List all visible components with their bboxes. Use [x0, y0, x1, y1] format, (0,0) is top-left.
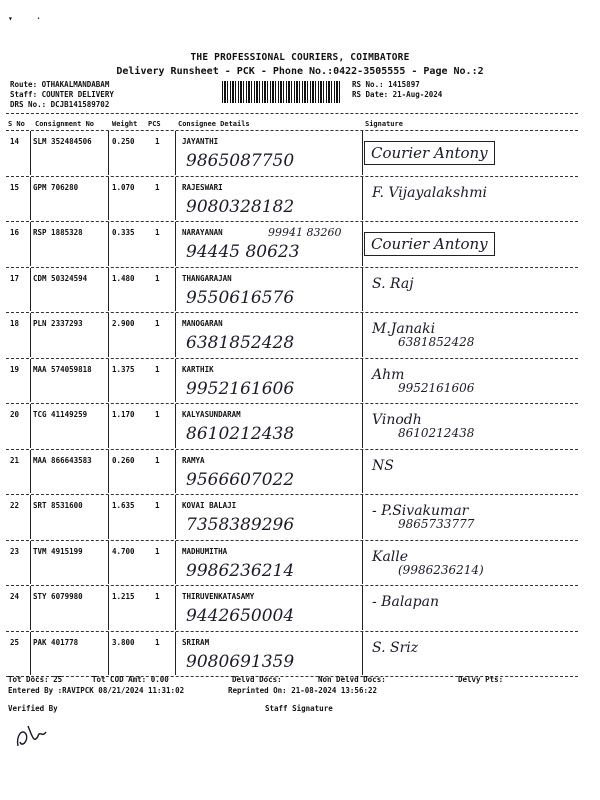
column-separator [30, 495, 31, 539]
row-pcs: 1 [155, 546, 160, 556]
column-separator [175, 495, 176, 539]
row-pcs: 1 [155, 182, 160, 192]
column-separator [108, 222, 109, 266]
row-phone-handwritten: 9865087750 [186, 151, 295, 171]
row-signature: - Balapan [372, 594, 439, 610]
row-weight: 1.375 [112, 364, 135, 374]
row-consignment-no: SRT 8531600 [33, 501, 83, 510]
column-separator [30, 541, 31, 585]
row-pcs: 1 [155, 637, 160, 647]
column-separator [30, 632, 31, 676]
row-sno: 18 [10, 319, 20, 328]
column-separator [108, 313, 109, 357]
row-weight: 3.800 [112, 637, 135, 647]
row-phone-handwritten: 9952161606 [186, 378, 295, 399]
column-separator [175, 359, 176, 403]
row-sno: 14 [10, 137, 20, 146]
scan-mark: • [37, 16, 41, 22]
column-separator [175, 632, 176, 676]
column-separator [30, 586, 31, 630]
column-separator [30, 268, 31, 312]
row-consignment-no: PLN 2337293 [33, 319, 83, 328]
row-consignee-name: KALYASUNDARAM [182, 410, 241, 419]
row-phone-handwritten: 9442650004 [186, 606, 295, 626]
row-sno: 22 [10, 501, 20, 510]
col-header-weight: Weight [112, 120, 138, 128]
row-pcs: 1 [155, 455, 160, 465]
row-signature-phone: 9865733777 [398, 517, 475, 531]
row-signature: Ahm [372, 366, 405, 383]
column-separator [30, 404, 31, 448]
row-consignment-no: GPM 706280 [33, 182, 79, 192]
row-weight: 1.215 [112, 592, 135, 601]
tot-docs: Tot Docs: 25 [8, 675, 63, 684]
row-pcs: 1 [155, 501, 160, 510]
column-separator [30, 222, 31, 266]
reprinted-on: Reprinted On: 21-08-2024 13:56:22 [228, 686, 378, 695]
row-sno: 15 [10, 182, 20, 192]
row-consignee-name: RAMYA [182, 455, 205, 465]
column-separator [30, 313, 31, 357]
document-subtitle: Delivery Runsheet - PCK - Phone No.:0422-3505555 - Page No.:2 [116, 66, 484, 77]
row-phone-handwritten: 9566607022 [186, 469, 295, 490]
entered-by: Entered By :RAVIPCK 08/21/2024 11:31:02 [8, 686, 185, 695]
column-separator [30, 131, 31, 175]
row-consignee-name: NARAYANAN [182, 228, 223, 237]
row-signature: Kalle [372, 548, 409, 565]
col-header-signature: Signature [365, 120, 403, 128]
row-consignee-name: THANGARAJAN [182, 273, 232, 283]
row-weight: 0.260 [112, 455, 135, 465]
row-sno: 23 [10, 546, 20, 556]
drs-number: DRS No.: DCJB141589702 [10, 100, 110, 109]
row-divider [6, 267, 578, 268]
row-consignment-no: TCG 41149259 [33, 410, 88, 419]
row-phone2-handwritten: 99941 83260 [268, 226, 342, 239]
column-separator [362, 268, 363, 312]
column-separator [30, 177, 31, 221]
row-pcs: 1 [155, 410, 160, 419]
scan-mark: ▾ [8, 14, 13, 23]
column-separator [362, 222, 363, 266]
row-signature: F. Vijayalakshmi [372, 184, 487, 201]
row-weight: 0.250 [112, 137, 135, 146]
row-phone-handwritten: 8610212438 [186, 424, 295, 444]
column-separator [175, 404, 176, 448]
row-consignment-no: MAA 866643583 [33, 455, 92, 465]
row-signature: S. Raj [372, 275, 414, 292]
row-pcs: 1 [155, 592, 160, 601]
verifier-signature [12, 718, 52, 754]
row-consignment-no: MAA 574059818 [33, 364, 92, 374]
row-divider [6, 449, 578, 450]
column-separator [362, 177, 363, 221]
column-separator [362, 632, 363, 676]
row-signature: S. Sriz [372, 639, 419, 656]
row-weight: 1.480 [112, 273, 135, 283]
row-signature-phone: (9986236214) [398, 562, 484, 577]
column-separator [362, 541, 363, 585]
row-signature: M.Janaki [372, 321, 436, 337]
divider [6, 113, 578, 114]
row-consignee-name: SRIRAM [182, 637, 210, 647]
row-phone-handwritten: 94445 80623 [186, 242, 300, 262]
col-header-consignment: Consignment No [35, 120, 95, 128]
column-separator [30, 450, 31, 494]
row-consignment-no: PAK 401778 [33, 637, 79, 647]
row-consignee-name: THIRUVENKATASAMY [182, 592, 255, 601]
column-separator [175, 450, 176, 494]
tot-cod: Tot COD Amt: 0.00 [92, 675, 169, 684]
row-sno: 17 [10, 273, 20, 283]
column-separator [362, 495, 363, 539]
divider [6, 130, 578, 131]
row-divider [6, 176, 578, 177]
column-separator [175, 131, 176, 175]
row-consignment-no: TVM 4915199 [33, 546, 83, 556]
row-divider [6, 585, 578, 586]
col-header-consignee: Consignee Details [178, 120, 250, 128]
row-pcs: 1 [155, 228, 160, 237]
column-separator [362, 313, 363, 357]
staff-label: Staff: COUNTER DELIVERY [10, 90, 114, 99]
row-divider [6, 540, 578, 541]
row-phone-handwritten: 6381852428 [186, 333, 295, 353]
column-separator [30, 359, 31, 403]
delvy-pts: Delvy Pts: [458, 675, 504, 684]
row-consignment-no: CDM 50324594 [33, 273, 88, 283]
document-title: THE PROFESSIONAL COURIERS, COIMBATORE [190, 52, 410, 63]
row-consignee-name: KOVAI BALAJI [182, 501, 237, 510]
column-separator [108, 495, 109, 539]
non-delvd-docs: Non Delvd Docs: [318, 675, 386, 684]
column-separator [175, 222, 176, 266]
row-consignee-name: KARTHIK [182, 364, 214, 374]
row-divider [6, 358, 578, 359]
row-consignment-no: RSP 1885328 [33, 228, 83, 237]
row-consignment-no: STY 6079980 [33, 592, 83, 601]
column-separator [175, 313, 176, 357]
column-separator [108, 268, 109, 312]
row-sno: 19 [10, 364, 20, 374]
row-sno: 20 [10, 410, 20, 419]
row-consignee-name: RAJESWARI [182, 182, 223, 192]
row-sno: 21 [10, 455, 20, 465]
column-separator [362, 586, 363, 630]
column-separator [175, 177, 176, 221]
row-weight: 2.900 [112, 319, 135, 328]
row-pcs: 1 [155, 364, 160, 374]
row-consignee-name: MADHUMITHA [182, 546, 228, 556]
col-header-pcs: PCS [148, 120, 161, 128]
row-phone-handwritten: 9986236214 [186, 560, 295, 581]
row-sno: 24 [10, 592, 20, 601]
column-separator [108, 404, 109, 448]
row-phone-handwritten: 9080328182 [186, 196, 295, 217]
row-weight: 0.335 [112, 228, 135, 237]
column-separator [175, 541, 176, 585]
column-separator [175, 586, 176, 630]
column-separator [362, 450, 363, 494]
row-weight: 4.700 [112, 546, 135, 556]
verified-by: Verified By [8, 704, 58, 713]
column-separator [108, 131, 109, 175]
column-separator [108, 359, 109, 403]
column-separator [108, 450, 109, 494]
row-signature: Vinodh [372, 412, 422, 428]
column-separator [175, 268, 176, 312]
delvd-docs: Delvd Docs: [232, 675, 282, 684]
column-separator [108, 586, 109, 630]
row-pcs: 1 [155, 273, 160, 283]
row-divider [6, 221, 578, 222]
barcode [222, 81, 342, 103]
row-pcs: 1 [155, 137, 160, 146]
rs-number: RS No.: 1415897 [352, 80, 420, 89]
column-separator [362, 131, 363, 175]
row-consignee-name: MANOGARAN [182, 319, 223, 328]
row-weight: 1.070 [112, 182, 135, 192]
row-sno: 25 [10, 637, 20, 647]
row-pcs: 1 [155, 319, 160, 328]
courier-stamp: Courier Antony [364, 232, 495, 256]
row-consignee-name: JAYANTHI [182, 137, 219, 146]
row-weight: 1.170 [112, 410, 135, 419]
column-separator [108, 632, 109, 676]
rs-date: RS Date: 21-Aug-2024 [352, 90, 443, 99]
row-weight: 1.635 [112, 501, 135, 510]
row-signature-phone: 8610212438 [398, 426, 475, 440]
column-separator [362, 404, 363, 448]
route-label: Route: OTHAKALMANDABAM [10, 80, 110, 89]
row-divider [6, 312, 578, 313]
row-divider [6, 631, 578, 632]
row-consignment-no: SLM 352484506 [33, 137, 92, 146]
row-divider [6, 494, 578, 495]
staff-signature-label: Staff Signature [265, 704, 333, 713]
row-signature-phone: 6381852428 [398, 335, 475, 349]
row-phone-handwritten: 9550616576 [186, 287, 295, 308]
row-phone-handwritten: 7358389296 [186, 515, 295, 535]
column-separator [362, 359, 363, 403]
row-sno: 16 [10, 228, 20, 237]
column-separator [108, 541, 109, 585]
row-phone-handwritten: 9080691359 [186, 651, 295, 672]
row-signature-phone: 9952161606 [398, 380, 475, 395]
row-signature: NS [372, 457, 394, 474]
col-header-sno: S No [8, 120, 25, 128]
row-signature: - P.Sivakumar [372, 503, 469, 519]
courier-stamp: Courier Antony [364, 141, 495, 165]
column-separator [108, 177, 109, 221]
row-divider [6, 403, 578, 404]
